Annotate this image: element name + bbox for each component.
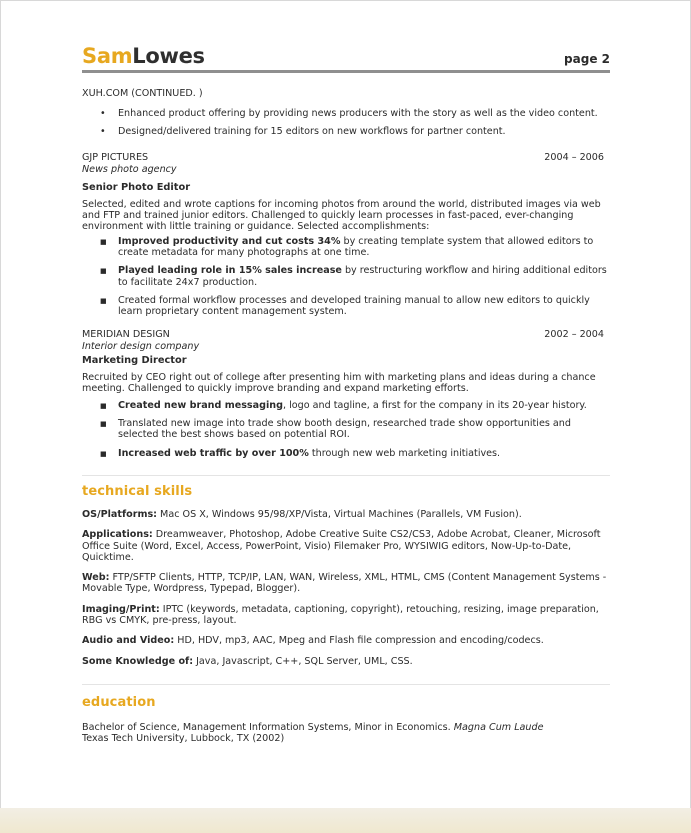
company-name: XUH.COM (CONTINUED. ) [82, 88, 203, 99]
list-item: ■ Improved productivity and cut costs 34% by creating template system that allowed editors to create metadata for many photographs at one time. [100, 235, 594, 258]
square-bullet-icon: ■ [100, 401, 107, 410]
list-item: ■ Created new brand messaging, logo and tagline, a first for the company in its 20-year history. [100, 399, 587, 411]
list-item: • Enhanced product offering by providing news producers with the story as well as the video content. [100, 107, 598, 119]
skill-row: Web: FTP/SFTP Clients, HTTP, TCP/IP, LAN, WAN, Wireless, XML, HTML, CMS (Content Management Systems - Movable Type, Wordpress, Typepad, Blogger). [82, 572, 607, 595]
section-title: technical skills [82, 483, 193, 499]
candidate-name [82, 44, 205, 68]
school-line: Texas Tech University, Lubbock, TX (2002) [82, 733, 285, 745]
job-description: Selected, edited and wrote captions for incoming photos from around the world, distributed images via web and FTP and trained junior editors. Challenged to quickly learn processes in fast-paced, ever-changing environment with little training or guidance. Selected accomplishments: [82, 198, 601, 233]
list-item: ■ Played leading role in 15% sales increase by restructuring workflow and hiring additional editors to facilitate 24x7 production. [100, 265, 607, 288]
job-dates: 2004 – 2006 [544, 152, 604, 164]
job-continued-bullets [82, 108, 610, 138]
last-name: Lowes [132, 44, 205, 68]
square-bullet-icon: ■ [100, 449, 107, 458]
first-name: Sam [82, 44, 133, 68]
page-number: page 2 [564, 52, 610, 66]
section-divider [82, 684, 610, 685]
section-title: education [82, 694, 156, 710]
accomplishment-list [82, 236, 610, 318]
education-section [82, 695, 610, 745]
job-description: Recruited by CEO right out of college after presenting him with marketing plans and ideas during a chance meeting. Challenged to quickly improve branding and expand marketing efforts. [82, 372, 596, 395]
square-bullet-icon: ■ [100, 420, 107, 429]
skills-list [82, 509, 610, 667]
company-line [82, 329, 610, 341]
skill-row: Imaging/Print: IPTC (keywords, metadata, captioning, copyright), retouching, resizing, image preparation, RBG vs CMYK, pre-press, layout. [82, 603, 599, 627]
skill-row: Some Knowledge of: Java, Javascript, C++, SQL Server, UML, CSS. [82, 655, 413, 667]
job-meridian [82, 329, 610, 458]
job-title: Senior Photo Editor [82, 181, 191, 193]
degree-line: Bachelor of Science, Management Information Systems, Minor in Economics. Magna Cum Laude [82, 721, 544, 733]
accomplishment-list [82, 400, 610, 459]
square-bullet-icon: ■ [100, 237, 107, 246]
header-rule [82, 70, 610, 73]
bullet-icon: • [100, 107, 106, 119]
square-bullet-icon: ■ [100, 267, 107, 276]
skill-row: OS/Platforms: Mac OS X, Windows 95/98/XP/Vista, Virtual Machines (Parallels, VM Fusion). [82, 508, 522, 520]
company-subtitle: Interior design company [82, 340, 200, 352]
skill-row: Audio and Video: HD, HDV, mp3, AAC, Mpeg and Flash file compression and encoding/codecs. [82, 635, 544, 647]
company-name: MERIDIAN DESIGN [82, 329, 170, 341]
list-item: ■ Created formal workflow processes and developed training manual to allow new editors to quickly learn proprietary content management system. [100, 294, 590, 318]
list-item: • Designed/delivered training for 15 editors on new workflows for partner content. [100, 125, 506, 137]
list-item: ■ Translated new image into trade show booth design, researched trade show opportunities and selected the best shows based on potential ROI. [100, 418, 571, 441]
page-bottom-edge [0, 808, 691, 833]
job-title: Marketing Director [82, 355, 187, 367]
page-header [82, 44, 610, 70]
bullet-icon: • [100, 125, 106, 137]
page-content [82, 44, 610, 754]
company-line [82, 152, 610, 164]
skills-section [82, 484, 610, 667]
job-gjp [82, 152, 610, 317]
list-item: ■ Increased web traffic by over 100% through new web marketing initiatives. [100, 447, 501, 459]
company-name: GJP PICTURES [82, 152, 149, 164]
skill-row: Applications: Dreamweaver, Photoshop, Adobe Creative Suite CS2/CS3, Adobe Acrobat, Cleaner, Microsoft Office Suite (Word, Excel, Access, PowerPoint, Visio) Filemaker Pro, WYSIWIG editors, Now-Up-to-Date, Quicktime. [82, 529, 601, 563]
job-dates: 2002 – 2004 [544, 329, 604, 341]
section-divider [82, 475, 610, 476]
company-subtitle: News photo agency [82, 163, 177, 175]
job-continued [82, 88, 610, 137]
square-bullet-icon: ■ [100, 296, 107, 305]
